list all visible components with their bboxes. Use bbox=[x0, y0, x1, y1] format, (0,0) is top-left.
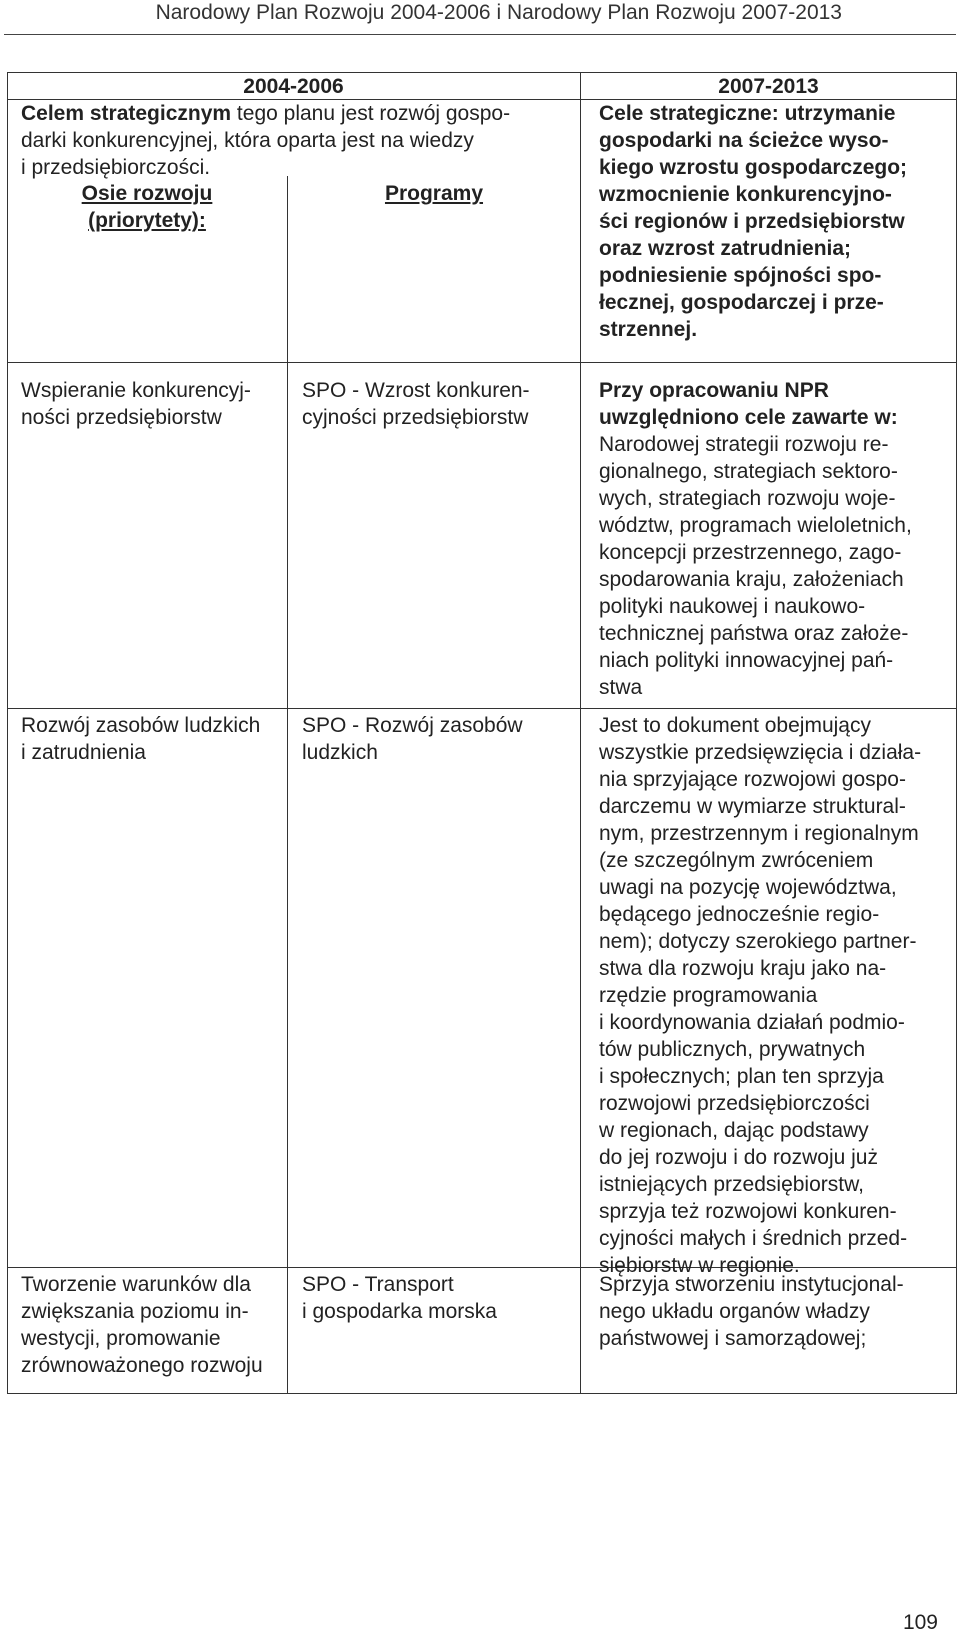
row3-axis-line: westycji, promowanie bbox=[21, 1327, 221, 1350]
row1-program-cell bbox=[302, 377, 576, 431]
right-intro-line: ści regionów i przedsiębiorstw bbox=[599, 210, 905, 233]
row3-right-cell bbox=[599, 1271, 949, 1352]
right-intro-line: łecznej, gospodarczej i prze- bbox=[599, 291, 884, 314]
right-intro-line: kiego wzrostu gospodarczego; bbox=[599, 156, 908, 179]
row1-right-line: koncepcji przestrzennego, zago- bbox=[599, 541, 902, 564]
period-left-heading: 2004-2006 bbox=[243, 75, 344, 98]
right-intro-line: Cele strategiczne: utrzymanie bbox=[599, 102, 896, 125]
row3-right-line: nego układu organów władzy bbox=[599, 1300, 870, 1323]
row2-right-line: do jej rozwoju i do rozwoju już bbox=[599, 1146, 878, 1169]
row-divider-1 bbox=[7, 708, 957, 709]
running-header bbox=[0, 0, 960, 46]
row2-program-line: SPO - Rozwój zasobów bbox=[302, 714, 523, 737]
row2-right-line: uwagi na pozycję województwa, bbox=[599, 876, 897, 899]
row1-right-line: technicznej państwa oraz założe- bbox=[599, 622, 909, 645]
row3-axis-line: zrównoważonego rozwoju bbox=[21, 1354, 263, 1377]
row1-axis-line: Wspieranie konkurencyj- bbox=[21, 379, 251, 402]
row2-right-line: nia sprzyjające rozwojowi gospo- bbox=[599, 768, 906, 791]
row3-axis-cell bbox=[21, 1271, 283, 1379]
row2-program-cell bbox=[302, 712, 576, 766]
row1-axis-cell bbox=[21, 377, 283, 431]
row2-right-line: sprzyja też rozwojowi konkuren- bbox=[599, 1200, 897, 1223]
row1-right-line: spodarowania kraju, założeniach bbox=[599, 568, 904, 591]
row2-right-cell bbox=[599, 712, 949, 1279]
programs-heading: Programy bbox=[384, 182, 484, 205]
row1-right-line: gionalnego, strategiach sektoro- bbox=[599, 460, 898, 483]
right-intro-line: wzmocnienie konkurencyjno- bbox=[599, 183, 892, 206]
row1-program-line: cyjności przedsiębiorstw bbox=[302, 406, 529, 429]
row1-program-line: SPO - Wzrost konkuren- bbox=[302, 379, 530, 402]
right-intro-line: strzennej. bbox=[599, 318, 698, 341]
table-border-bottom bbox=[7, 1393, 957, 1394]
row2-right-line: będącego jednocześnie regio- bbox=[599, 903, 880, 926]
period-right-heading: 2007-2013 bbox=[718, 75, 819, 98]
row3-program-line: SPO - Transport bbox=[302, 1273, 454, 1296]
axes-heading bbox=[7, 180, 287, 234]
axes-heading-line2: (priorytety): bbox=[88, 209, 206, 232]
row2-right-line: i koordynowania działań podmio- bbox=[599, 1011, 905, 1034]
period-column-divider bbox=[580, 72, 581, 1394]
right-intro-line: podniesienie spójności spo- bbox=[599, 264, 882, 287]
row2-right-line: stwa dla rozwoju kraju jako na- bbox=[599, 957, 887, 980]
row1-right-line: polityki naukowej i naukowo- bbox=[599, 595, 866, 618]
left-intro-line3: i przedsiębiorczości. bbox=[21, 156, 211, 179]
intro-row-divider bbox=[7, 362, 957, 363]
row2-right-line: rzędzie programowania bbox=[599, 984, 818, 1007]
row1-right-bold-line: uwzględniono cele zawarte w: bbox=[599, 406, 898, 429]
row1-right-line: Narodowej strategii rozwoju re- bbox=[599, 433, 889, 456]
row3-program-cell bbox=[302, 1271, 576, 1325]
row2-right-line: wszystkie przedsięwzięcia i działa- bbox=[599, 741, 922, 764]
right-intro-line: oraz wzrost zatrudnienia; bbox=[599, 237, 852, 260]
row2-right-line: w regionach, dając podstawy bbox=[599, 1119, 869, 1142]
row2-right-line: nym, przestrzennym i regionalnym bbox=[599, 822, 919, 845]
row2-right-line: siębiorstw w regionie. bbox=[599, 1254, 800, 1277]
right-intro-paragraph bbox=[599, 100, 949, 343]
row2-right-line: rozwojowi przedsiębiorczości bbox=[599, 1092, 870, 1115]
comparison-table bbox=[7, 72, 957, 1394]
row2-right-line: Jest to dokument obejmujący bbox=[599, 714, 871, 737]
running-header-title: Narodowy Plan Rozwoju 2004-2006 i Narodowy Plan Rozwoju 2007-2013 bbox=[155, 1, 842, 24]
row2-right-line: istniejących przedsiębiorstw, bbox=[599, 1173, 864, 1196]
row2-axis-cell bbox=[21, 712, 283, 766]
row2-right-line: nem); dotyczy szerokiego partner- bbox=[599, 930, 917, 953]
axis-program-divider bbox=[287, 176, 288, 1394]
row2-right-line: i społecznych; plan ten sprzyja bbox=[599, 1065, 884, 1088]
table-border-left bbox=[7, 72, 8, 1394]
row1-right-line: wództw, programach wieloletnich, bbox=[599, 514, 912, 537]
row1-right-cell bbox=[599, 377, 949, 701]
row1-right-line: niach polityki innowacyjnej pań- bbox=[599, 649, 894, 672]
left-intro-bold: Celem strategicznym bbox=[21, 102, 232, 125]
row1-right-line: wych, strategiach rozwoju woje- bbox=[599, 487, 896, 510]
row3-program-line: i gospodarka morska bbox=[302, 1300, 497, 1323]
left-intro-line1: tego planu jest rozwój gospo- bbox=[231, 102, 511, 125]
row2-right-line: cyjności małych i średnich przed- bbox=[599, 1227, 908, 1250]
row3-right-line: państwowej i samorządowej; bbox=[599, 1327, 867, 1350]
row2-axis-line: i zatrudnienia bbox=[21, 741, 146, 764]
axes-heading-line1: Osie rozwoju bbox=[81, 182, 213, 205]
right-intro-line: gospodarki na ścieżce wyso- bbox=[599, 129, 889, 152]
row1-axis-line: ności przedsiębiorstw bbox=[21, 406, 222, 429]
left-intro-line2: darki konkurencyjnej, która oparta jest na wiedzy bbox=[21, 129, 474, 152]
left-intro-paragraph bbox=[21, 100, 576, 181]
header-rule bbox=[4, 34, 956, 35]
page-number: 109 bbox=[902, 1611, 938, 1634]
row1-right-bold-line: Przy opracowaniu NPR bbox=[599, 379, 829, 402]
row2-program-line: ludzkich bbox=[302, 741, 378, 764]
table-border-right bbox=[956, 72, 957, 1394]
row2-right-line: tów publicznych, prywatnych bbox=[599, 1038, 866, 1061]
row2-right-line: (ze szczególnym zwróceniem bbox=[599, 849, 874, 872]
row2-right-line: darczemu w wymiarze struktural- bbox=[599, 795, 906, 818]
row3-axis-line: Tworzenie warunków dla bbox=[21, 1273, 251, 1296]
row1-right-line: stwa bbox=[599, 676, 643, 699]
row3-right-line: Sprzyja stworzeniu instytucjonal- bbox=[599, 1273, 904, 1296]
row3-axis-line: zwiększania poziomu in- bbox=[21, 1300, 249, 1323]
row2-axis-line: Rozwój zasobów ludzkich bbox=[21, 714, 261, 737]
